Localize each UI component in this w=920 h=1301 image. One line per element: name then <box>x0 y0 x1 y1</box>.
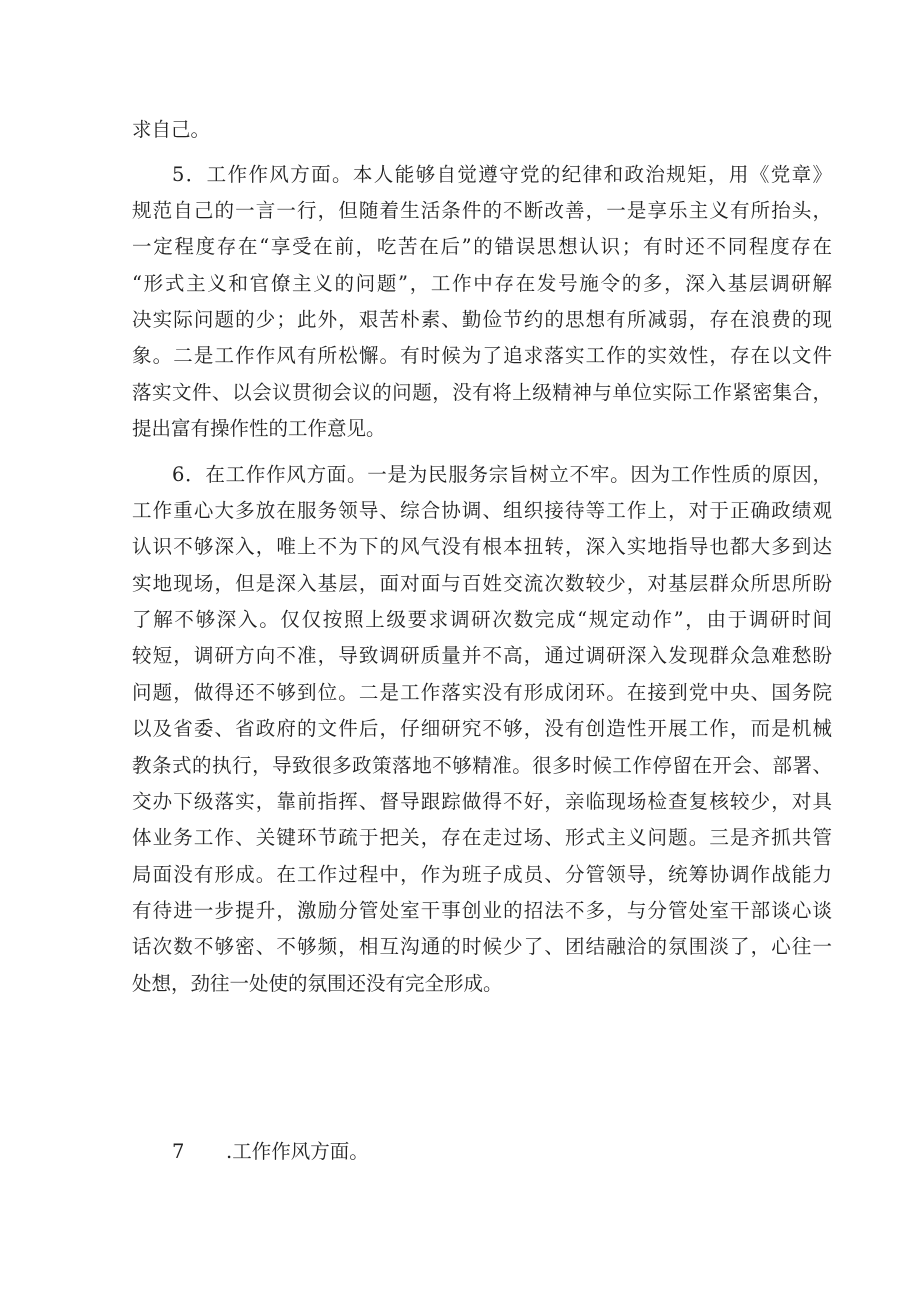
paragraph-line: 体业务工作、关键环节疏于把关，存在走过场、形式主义问题。三是齐抓共管 <box>132 826 832 849</box>
paragraph-line: 一定程度存在“享受在前，吃苦在后”的错误思想认识；有时还不同程度存在 <box>132 235 832 258</box>
paragraph-line: 以及省委、省政府的文件后，仔细研究不够，没有创造性开展工作，而是机械 <box>132 717 832 740</box>
paragraph-line: 象。二是工作作风有所松懈。有时候为了追求落实工作的实效性，存在以文件 <box>132 344 832 367</box>
paragraph-line: 教条式的执行，导致很多政策落地不够精准。很多时候工作停留在开会、部署、 <box>132 754 832 777</box>
paragraph-line: 较短，调研方向不准，导致调研质量并不高，通过调研深入发现群众急难愁盼 <box>132 644 832 667</box>
paragraph-line: 决实际问题的少；此外，艰苦朴素、勤俭节约的思想有所减弱，存在浪费的现 <box>132 308 832 331</box>
paragraph-line: 工作重心大多放在服务领导、综合协调、组织接待等工作上，对于正确政绩观 <box>132 499 832 522</box>
paragraph-line: 问题，做得还不够到位。二是工作落实没有形成闭环。在接到党中央、国务院 <box>132 681 832 704</box>
paragraph-line: 求自己。 <box>132 118 211 141</box>
paragraph-line: 处想，劲往一处使的氛围还没有完全形成。 <box>132 972 503 995</box>
item7-heading: .工作作风方面。 <box>226 1140 369 1163</box>
paragraph-line: 局面没有形成。在工作过程中，作为班子成员、分管领导，统筹协调作战能力 <box>132 863 832 886</box>
paragraph-line: 规范自己的一言一行，但随着生活条件的不断改善，一是享乐主义有所抬头， <box>132 199 832 222</box>
paragraph-line: 5．工作作风方面。本人能够自觉遵守党的纪律和政治规矩，用《党章》 <box>172 163 832 186</box>
paragraph-line: 提出富有操作性的工作意见。 <box>132 417 386 440</box>
paragraph-line: 实地现场，但是深入基层，面对面与百姓交流次数较少，对基层群众所思所盼 <box>132 572 832 595</box>
paragraph-line: 落实文件、以会议贯彻会议的问题，没有将上级精神与单位实际工作紧密集合， <box>132 381 832 404</box>
paragraph-line: 认识不够深入，唯上不为下的风气没有根本扭转，深入实地指导也都大多到达 <box>132 535 832 558</box>
paragraph-line: 交办下级落实，靠前指挥、督导跟踪做得不好，亲临现场检查复核较少，对具 <box>132 790 832 813</box>
paragraph-line: 6．在工作作风方面。一是为民服务宗旨树立不牢。因为工作性质的原因， <box>172 463 832 486</box>
item7-number: 7 <box>172 1140 185 1163</box>
paragraph-line: 话次数不够密、不够频，相互沟通的时候少了、团结融洽的氛围淡了，心往一 <box>132 935 832 958</box>
paragraph-line: 有待进一步提升，激励分管处室干事创业的招法不多，与分管处室干部谈心谈 <box>132 899 832 922</box>
paragraph-line: “形式主义和官僚主义的问题”，工作中存在发号施令的多，深入基层调研解 <box>132 272 832 295</box>
paragraph-line: 了解不够深入。仅仅按照上级要求调研次数完成“规定动作”，由于调研时间 <box>132 608 832 631</box>
